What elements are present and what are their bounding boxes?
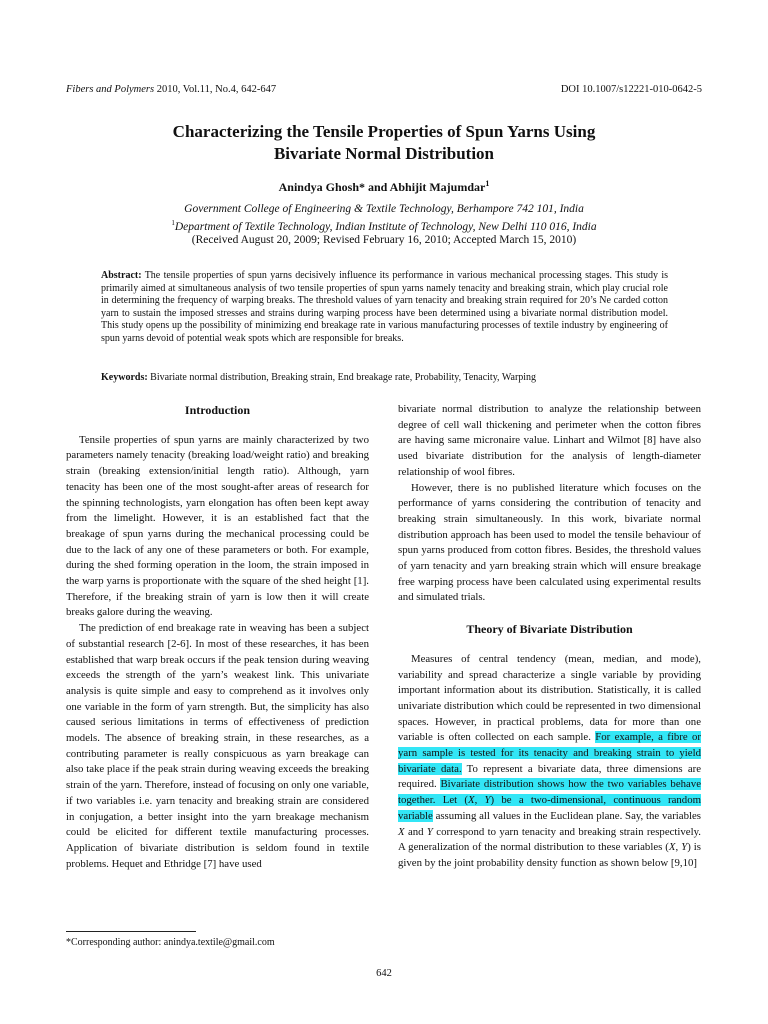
- affiliation-1: Government College of Engineering & Textile Technology, Berhampore 742 101, India: [184, 203, 584, 215]
- intro-paragraph-2: The prediction of end breakage rate in weaving has been a subject of substantial research [2-6]. In most of these researches, it has been established that warp break occurs if the peak tension during weaving exceeds the strength of the yarn’s weakest link. This univariate analysis is quite simple and easy to comprehend as it involves only one variable in the form of yarn strength. But, the simplicity has also caused serious limitations in terms of effectiveness of prediction models. The absence of breaking strain, in these researches, as a contributing parameter is really conspicuous as yarn breakage can also take place if the peak strain during weaving exceeds the breaking strain of the yarn. Therefore, instead of focusing on only one variable, if two variables i.e. yarn tenacity and breaking strain are considered in conjugation, a better insight into the yarn breakage mechanism could be elicited for different textile manufacturing processes. Application of bivariate distribution is seldom found in textile problems. Hequet and Ethridge [7] have used: [66, 622, 369, 870]
- theory-text-b: To represent a bivariate data, three dimensions are required.: [398, 762, 702, 791]
- keywords-label: Keywords:: [101, 372, 148, 383]
- title-line-2: Bivariate Normal Distribution: [273, 144, 495, 163]
- var-y: Y: [681, 841, 688, 854]
- var-x: X: [467, 794, 475, 807]
- abstract-label: Abstract:: [101, 270, 142, 281]
- var-y: Y: [426, 825, 433, 838]
- intro-paragraph-1: Tensile properties of spun yarns are mainly characterized by two parameters namely tenacity (breaking load/weight ratio) and breaking strain (breaking extension/initial length ratio). Although, yarn tenacity has been one of the most sought-after areas of research for the spinning technologists, yarn elongation has often been kept away from the limelight. However, it is an established fact that the breakage of spun yarns during the mechanical processing could be due to the lack of any one of these parameters or both. For example, during the shed forming operation in the loom, the strain imposed in the warp yarns is proportionate with the square of the shed height [1]. Therefore, if the breaking strain of yarn is low then it will create breaks galore during the weaving.: [66, 433, 369, 619]
- theory-text-f: ,: [675, 841, 682, 854]
- right-paragraph-1: bivariate normal distribution to analyze the relationship between degree of cell wall thickening and perimeter when the cotton fibres are having same micronaire value. Linhart and Wilmot [8] have also used bivariate distribution for the analysis of length-diameter relationship of wool fibres.: [398, 403, 701, 478]
- corresponding-author-footnote: *Corresponding author: anindya.textile@gmail.com: [66, 937, 275, 948]
- title-line-1: Characterizing the Tensile Properties of Spun Yarns Using: [172, 122, 596, 141]
- var-x: X: [398, 825, 405, 838]
- highlight-2-text-c: ) be a two-dimensional, continuous random variable: [398, 794, 701, 822]
- journal-name: Fibers and Polymers: [66, 84, 155, 95]
- footnote-divider: [66, 931, 196, 932]
- paper-title: [66, 121, 702, 165]
- highlight-2-comma: ,: [474, 794, 485, 807]
- author-affil-mark: 1: [485, 179, 490, 188]
- page-number: 642: [376, 968, 392, 979]
- highlight-2-text-a: Bivariate distribution shows how the two variables behave together. Let (: [398, 778, 701, 807]
- journal-citation: [66, 84, 276, 95]
- theory-text-c: assuming all values in the Euclidean plane. Say, the variables: [432, 809, 701, 822]
- keywords-text: Bivariate normal distribution, Breaking strain, End breakage rate, Probability, Tenacity, Warping: [147, 372, 537, 383]
- abstract-text: The tensile properties of spun yarns decisively influence its performance in various mechanical processing stages. This study is primarily aimed at simultaneous analysis of two tensile properties of spun yarns namely tenacity and breaking strain, which play crucial role in determining the frequency of warping breaks. The threshold values of yarn tenacity and breaking strain required for 20’s Ne carded cotton yarn to sustain the imposed stresses and strains during warping process have been determined using a bivariate normal distribution model. This study opens up the possibility of minimizing end breakage rate in various manufacturing processes of textile industry by engineering of spun yarns devoid of potential weak spots which are responsible for breaks.: [101, 270, 668, 344]
- section-heading-theory: Theory of Bivariate Distribution: [466, 622, 633, 637]
- highlight-1: For example, a fibre or yarn sample is tested for its tenacity and breaking strain to yield bivariate data.: [398, 731, 702, 775]
- theory-paragraph: [398, 652, 701, 872]
- section-heading-introduction: Introduction: [184, 403, 251, 417]
- theory-text-e: correspond to yarn tenacity and breaking strain respectively. A generalization of the normal distribution to these variables (: [398, 825, 701, 854]
- right-paragraph-2: However, there is no published literature which focuses on the performance of yarns considering the contribution of tenacity and breaking strain simultaneously. In this work, bivariate normal distribution approach has been used to model the tensile behaviour of spun yarns produced from cotton fibres. Besides, the threshold values of yarn tenacity and yarn breaking strain which will ensure breakage free warping process have been calculated using experimental results and simulated trials.: [398, 481, 701, 604]
- author-names: Anindya Ghosh* and Abhijit Majumdar: [278, 180, 486, 194]
- keywords: [101, 372, 668, 383]
- right-column: [398, 402, 701, 872]
- left-column: [66, 402, 369, 872]
- journal-volume: 2010, Vol.11, No.4, 642-647: [154, 84, 277, 95]
- theory-text-a: Measures of central tendency (mean, median, and mode), variability and spread characterize a single variable by providing important information about its distribution. Statistically, it is called univariate distribution which could be represented in two dimensional spaces. However, in practical problems, data for more than one variable is often collected on each sample.: [398, 652, 701, 744]
- theory-text-d: and: [404, 825, 427, 838]
- abstract: [101, 270, 668, 346]
- received-dates: (Received August 20, 2009; Revised February 16, 2010; Accepted March 15, 2010): [191, 234, 577, 246]
- theory-text-g: ) is given by the joint probability density function as shown below [9,10]: [398, 841, 701, 869]
- var-y: Y: [484, 794, 491, 807]
- affiliation-2-text: Department of Textile Technology, Indian Institute of Technology, New Delhi 110 016, India: [174, 220, 597, 233]
- authors: [66, 179, 702, 195]
- affiliation-2-mark: 1: [171, 219, 175, 227]
- var-x: X: [668, 841, 676, 854]
- doi: DOI 10.1007/s12221-010-0642-5: [560, 84, 702, 95]
- affiliation-2: [66, 219, 702, 233]
